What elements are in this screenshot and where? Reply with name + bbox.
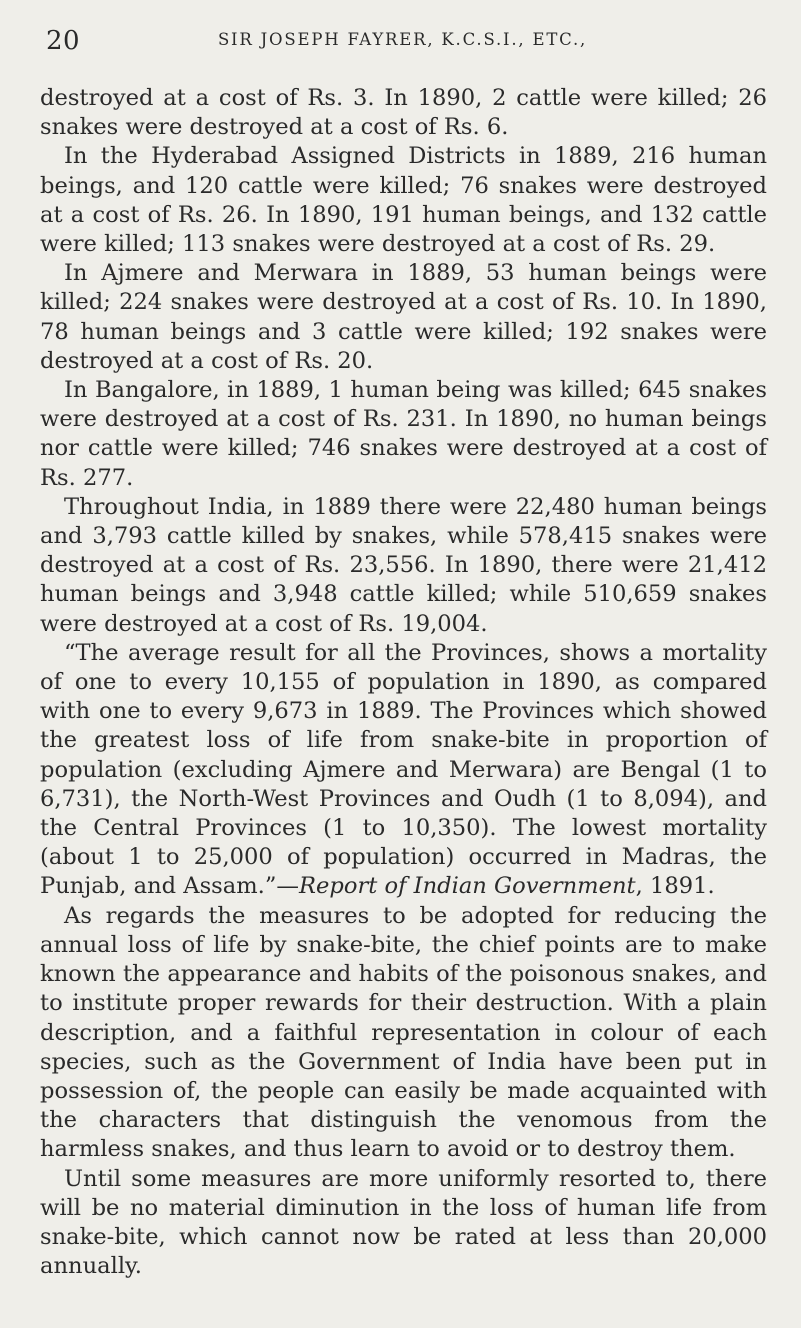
quotation-year: , 1891. xyxy=(635,873,715,900)
paragraph-bangalore: In Bangalore, in 1889, 1 human being was killed; 645 snakes were destroyed at a cost of Rs. 231. In 1890, no human beings nor cattle were killed; 746 snakes were destroyed at a cost of Rs. 277. xyxy=(40,377,767,491)
page-header xyxy=(40,0,765,70)
paragraph-quotation xyxy=(40,639,767,902)
page-number: 20 xyxy=(46,26,81,56)
paragraph-throughout-india: Throughout India, in 1889 there were 22,480 human beings and 3,793 cattle killed by snakes, while 578,415 snakes were destroyed at a cost of Rs. 23,556. In 1890, there were 21,412 human beings and 3,948 cattle killed; while 510,659 snakes were destroyed at a cost of Rs. 19,004. xyxy=(40,493,767,637)
body-text xyxy=(40,84,767,1281)
paragraph-measures: As regards the measures to be adopted for reducing the annual loss of life by snake-bite, the chief points are to make known the appearance and habits of the poisonous snakes, and to institute proper rewards for their destruction. With a plain description, and a faithful representation in colour of each species, such as the Government of India have been put in possession of, the people can easily be made acquainted with the characters that distinguish the venomous from the harmless snakes, and thus learn to avoid or to destroy them. xyxy=(40,902,767,1163)
paragraph-continuation: destroyed at a cost of Rs. 3. In 1890, 2 cattle were killed; 26 snakes were destroyed at a cost of Rs. 6. xyxy=(40,85,767,141)
paragraph-hyderabad: In the Hyderabad Assigned Districts in 1889, 216 human beings, and 120 cattle were killed; 76 snakes were destroyed at a cost of Rs. 26. In 1890, 191 human beings, and 132 cattle were killed; 113 snakes were destroyed at a cost of Rs. 29. xyxy=(40,143,767,258)
paragraph-ajmere-merwara: In Ajmere and Merwara in 1889, 53 human beings were killed; 224 snakes were destroyed at a cost of Rs. 10. In 1890, 78 human beings and 3 cattle were killed; 192 snakes were destroyed at a cost of Rs. 20. xyxy=(40,260,767,374)
quotation-source: Report of Indian Government xyxy=(299,873,636,900)
paragraph-conclusion: Until some measures are more uniformly resorted to, there will be no material diminution in the loss of human life from snake-bite, which cannot now be rated at less than 20,000 annually. xyxy=(40,1165,767,1280)
running-head: SIR JOSEPH FAYRER, K.C.S.I., ETC., xyxy=(217,30,588,49)
quotation-text: “The average result for all the Provinces, shows a mortality of one to every 10,155 of population in 1890, as compared with one to every 9,673 in 1889. The Provinces which showed the greatest loss of life from snake-bite in proportion of population (excluding Ajmere and Merwara) are Bengal (1 to 6,731), the North-West Provinces and Oudh (1 to 8,094), and the Central Provinces (1 to 10,350). The lowest mortality (about 1 to 25,000 of population) occurred in Madras, the Punjab, and Assam.”— xyxy=(40,639,767,900)
